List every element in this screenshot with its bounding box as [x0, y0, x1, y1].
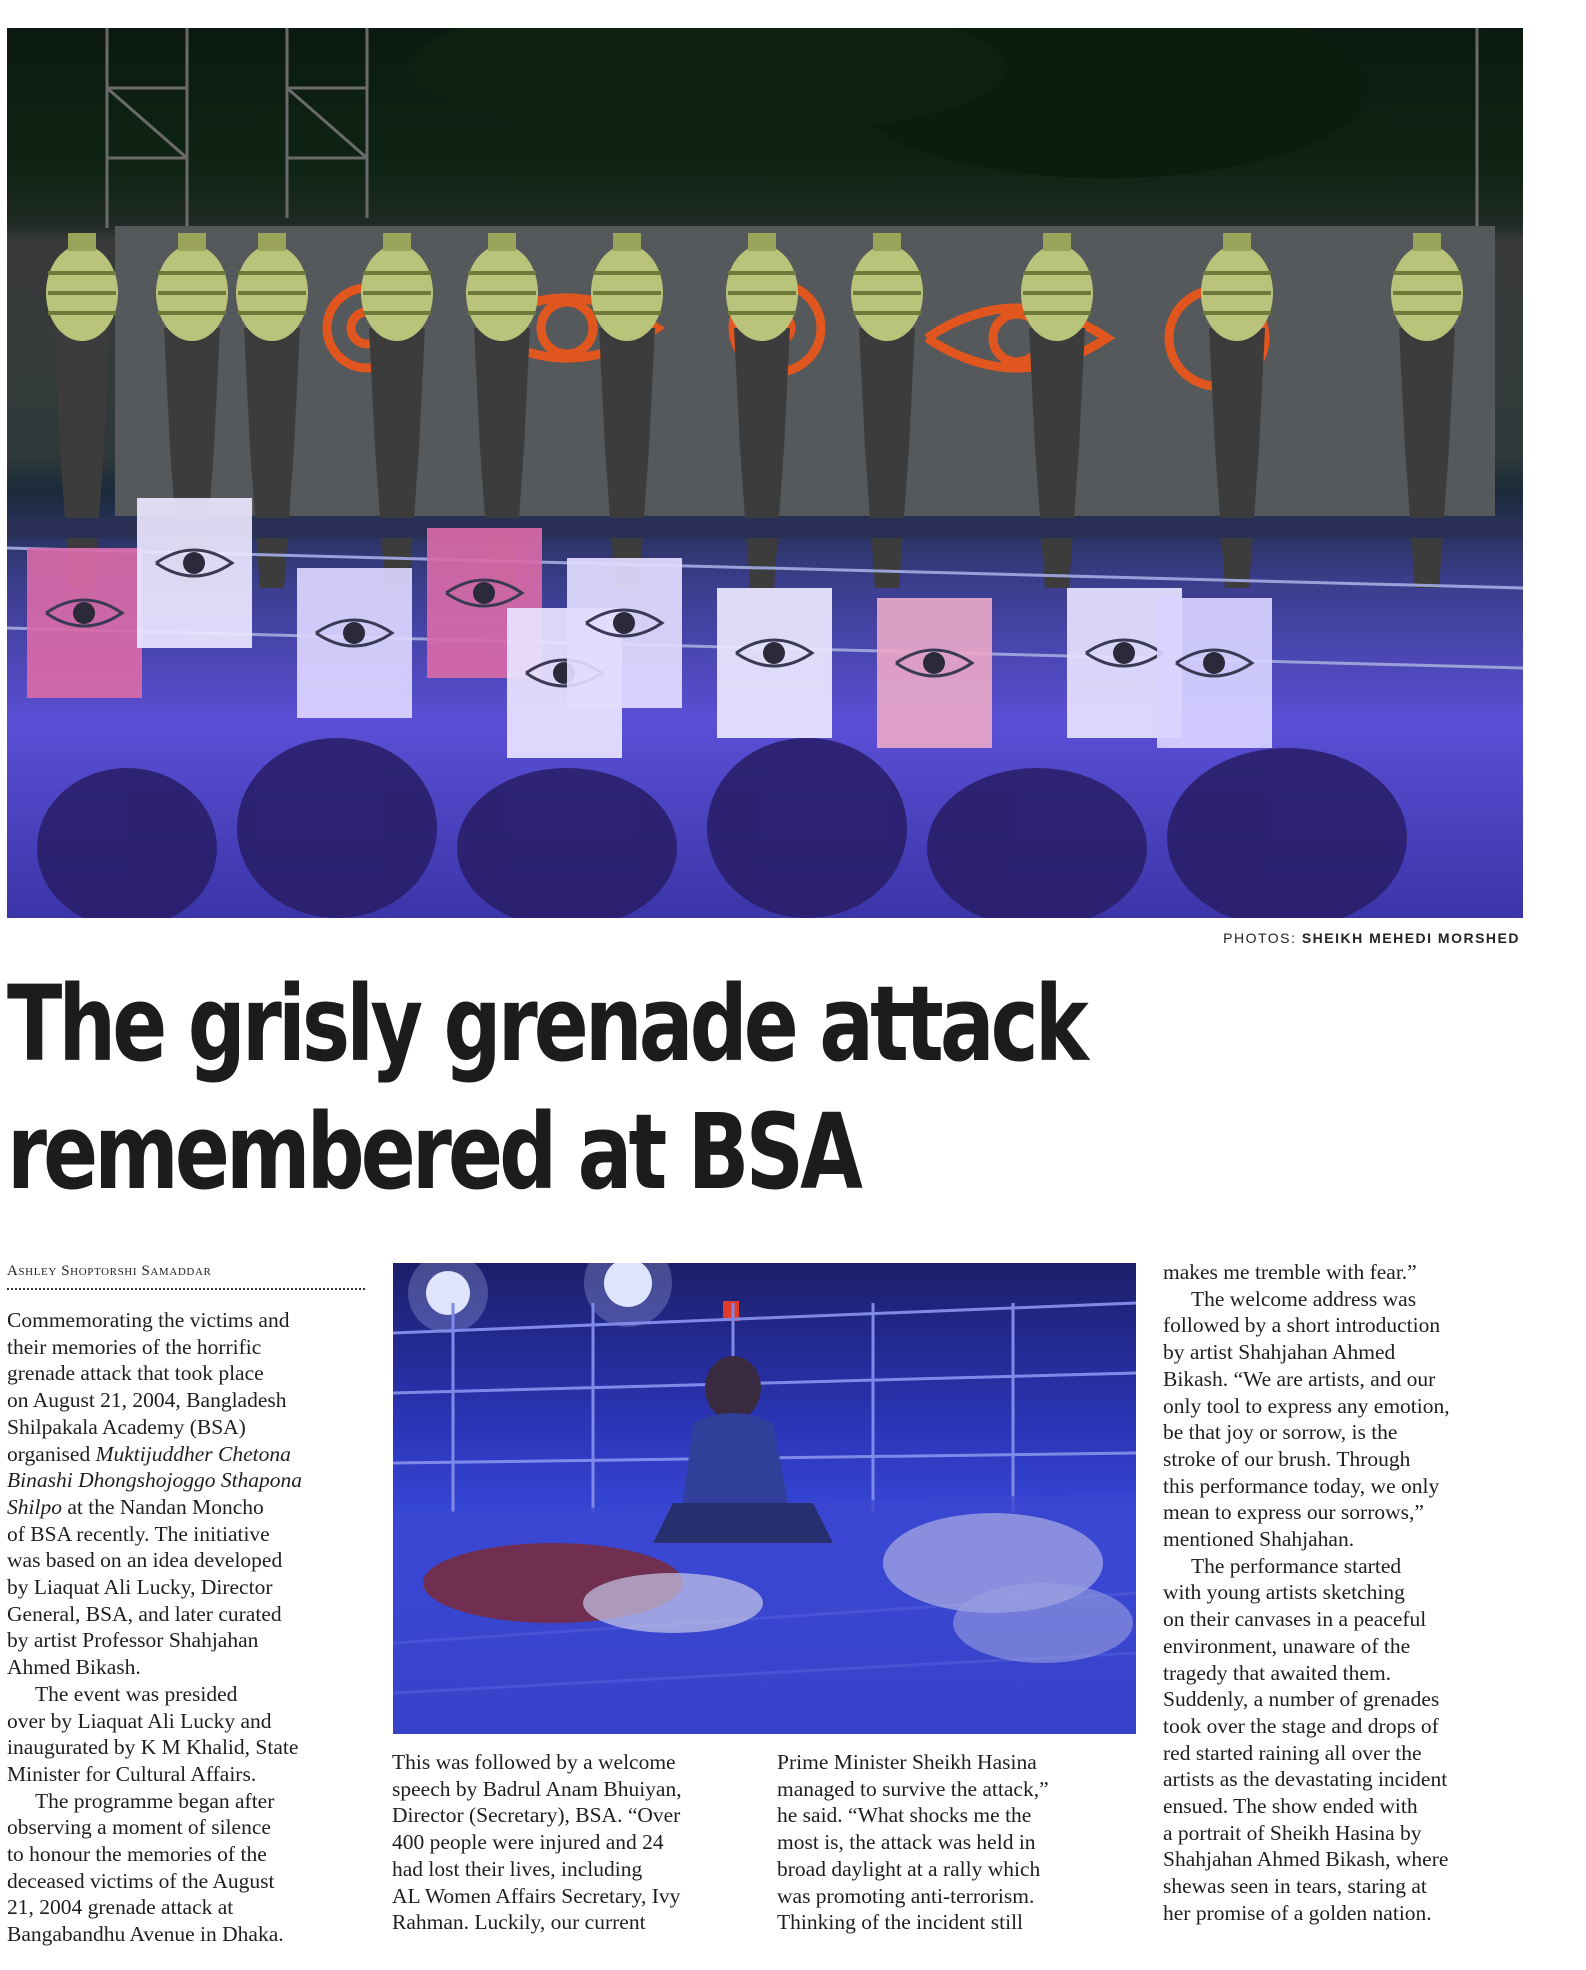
text-line: tragedy that awaited them. [1163, 1660, 1392, 1685]
text-line [7, 1441, 369, 1468]
text-line: by artist Shahjahan Ahmed [1163, 1340, 1396, 1365]
text-line: to honour the memories of the [7, 1842, 267, 1867]
text-line: on August 21, 2004, Bangladesh [7, 1388, 287, 1413]
text-line: followed by a short introduction [1163, 1313, 1441, 1338]
text-line [7, 1467, 369, 1494]
text-line: red started raining all over the [1163, 1740, 1422, 1765]
text-line: 21, 2004 grenade attack at [7, 1895, 234, 1920]
photo-credit [1223, 930, 1520, 946]
byline: Ashley Shoptorshi Samaddar [7, 1263, 365, 1290]
text-line: Rahman. Luckily, our current [392, 1910, 646, 1935]
text-line: Ahmed Bikash. [7, 1655, 141, 1680]
text-line: Bikash. “We are artists, and our [1163, 1366, 1436, 1391]
text-line: The programme began after [35, 1788, 275, 1813]
inset-photo-mourning-performer [393, 1263, 1136, 1734]
text-line: by artist Professor Shahjahan [7, 1628, 259, 1653]
text-line: deceased victims of the August [7, 1868, 275, 1893]
headline-line-2: remembered at BSA [7, 1091, 860, 1213]
paragraph [1163, 1259, 1523, 1286]
article-column-2 [392, 1749, 752, 1936]
paragraph [1163, 1286, 1523, 1553]
paragraph [777, 1749, 1137, 1936]
text-line: with young artists sketching [1163, 1580, 1405, 1605]
text-line: environment, unaware of the [1163, 1633, 1411, 1658]
main-photo-grenade-performance [7, 28, 1523, 918]
text-line: was promoting anti-terrorism. [777, 1883, 1035, 1908]
text-line: Prime Minister Sheikh Hasina [777, 1750, 1037, 1774]
text-line: stroke of our brush. Through [1163, 1446, 1411, 1471]
eye-canvas [297, 568, 412, 718]
text-line: took over the stage and drops of [1163, 1713, 1439, 1738]
text-line: General, BSA, and later curated [7, 1601, 282, 1626]
text-line [7, 1494, 369, 1521]
text-line: be that joy or sorrow, is the [1163, 1420, 1398, 1445]
text-line: ensued. The show ended with [1163, 1794, 1418, 1819]
text-line: speech by Badrul Anam Bhuiyan, [392, 1776, 682, 1801]
text-line: This was followed by a welcome [392, 1750, 676, 1774]
text-segment: organised [7, 1441, 96, 1466]
text-line: Minister for Cultural Affairs. [7, 1761, 257, 1786]
text-line: 400 people were injured and 24 [392, 1830, 664, 1855]
text-line: Suddenly, a number of grenades [1163, 1687, 1440, 1712]
article-column-3 [777, 1749, 1137, 1936]
photo-credit-name: SHEIKH MEHEDI MORSHED [1301, 930, 1520, 946]
eye-canvas [567, 558, 682, 708]
text-line: shewas seen in tears, staring at [1163, 1874, 1427, 1899]
eye-canvas [717, 588, 832, 738]
text-line: most is, the attack was held in [777, 1830, 1036, 1855]
article-column-4 [1163, 1259, 1523, 1927]
text-line: Thinking of the incident still [777, 1910, 1024, 1935]
paragraph [392, 1749, 752, 1936]
photo-credit-label: PHOTOS: [1223, 930, 1297, 946]
text-line: The event was presided [35, 1681, 238, 1706]
article-column-1 [7, 1307, 369, 1948]
text-line: Director (Secretary), BSA. “Over [392, 1803, 681, 1828]
text-line: makes me tremble with fear.” [1163, 1260, 1417, 1284]
paragraph [7, 1307, 369, 1681]
text-line: grenade attack that took place [7, 1361, 264, 1386]
text-line: inaugurated by K M Khalid, State [7, 1735, 299, 1760]
paragraph [1163, 1553, 1523, 1927]
text-line: on their canvases in a peaceful [1163, 1607, 1427, 1632]
text-line: Commemorating the victims and [7, 1308, 290, 1332]
eye-canvas [27, 548, 142, 698]
text-line: their memories of the horrific [7, 1334, 262, 1359]
text-line: Shilpakala Academy (BSA) [7, 1414, 246, 1439]
eye-canvas [137, 498, 252, 648]
text-line: had lost their lives, including [392, 1856, 643, 1881]
event-title-italic: Shilpo [7, 1494, 62, 1519]
text-line: of BSA recently. The initiative [7, 1521, 270, 1546]
text-line: by Liaquat Ali Lucky, Director [7, 1575, 273, 1600]
headline-line-1: The grisly grenade attack [7, 963, 1085, 1085]
text-line: a portrait of Sheikh Hasina by [1163, 1820, 1422, 1845]
paragraph [7, 1788, 369, 1948]
text-line: The performance started [1191, 1553, 1402, 1578]
eye-canvas [877, 598, 992, 748]
text-line: Shahjahan Ahmed Bikash, where [1163, 1847, 1449, 1872]
text-line: over by Liaquat Ali Lucky and [7, 1708, 272, 1733]
text-line: was based on an idea developed [7, 1548, 283, 1573]
text-line: her promise of a golden nation. [1163, 1900, 1432, 1925]
text-line: observing a moment of silence [7, 1815, 271, 1840]
text-line: artists as the devastating incident [1163, 1767, 1448, 1792]
text-line: only tool to express any emotion, [1163, 1393, 1450, 1418]
text-line: this performance today, we only [1163, 1473, 1440, 1498]
text-line: he said. “What shocks me the [777, 1803, 1032, 1828]
eye-canvas [1157, 598, 1272, 748]
text-line: Bangabandhu Avenue in Dhaka. [7, 1922, 284, 1947]
text-line: mean to express our sorrows,” [1163, 1500, 1424, 1525]
text-line: managed to survive the attack,” [777, 1776, 1049, 1801]
paragraph [7, 1681, 369, 1788]
event-title-italic: Binashi Dhongshojoggo Sthapona [7, 1468, 303, 1493]
text-line: broad daylight at a rally which [777, 1856, 1041, 1881]
headline [7, 960, 1208, 1216]
text-line: mentioned Shahjahan. [1163, 1527, 1355, 1552]
event-title-italic: Muktijuddher Chetona [95, 1441, 291, 1466]
text-segment: at the Nandan Moncho [61, 1494, 264, 1519]
text-line: The welcome address was [1191, 1286, 1417, 1311]
text-line: AL Women Affairs Secretary, Ivy [392, 1883, 681, 1908]
